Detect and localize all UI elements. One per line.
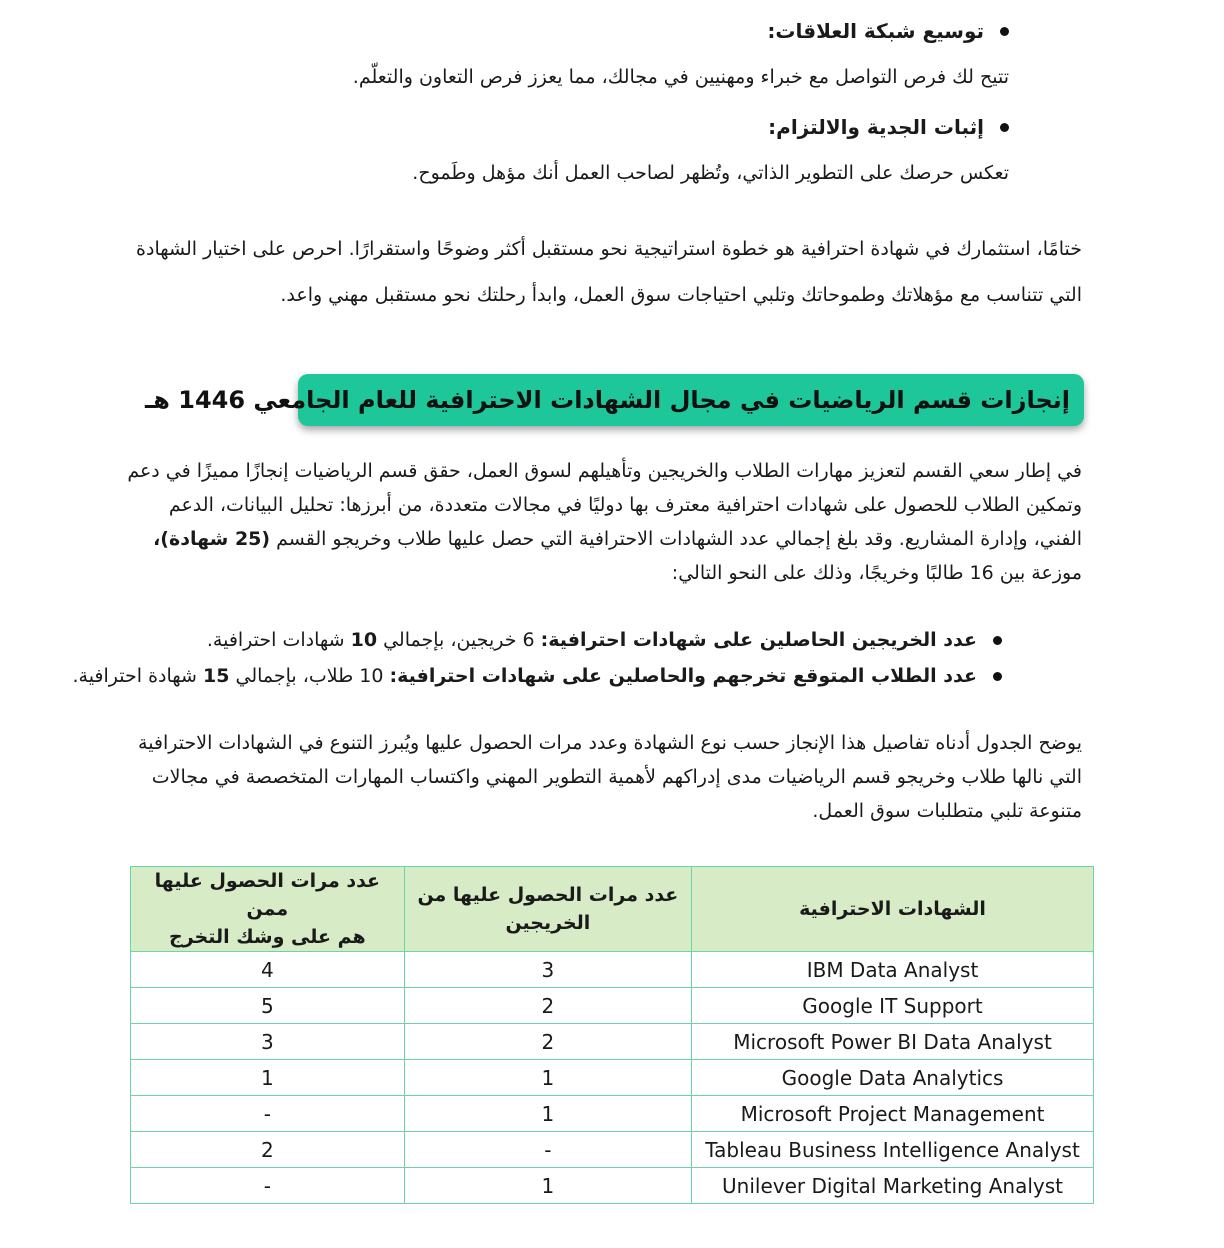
header-graduates (404, 867, 691, 952)
table-header-row (131, 867, 1094, 952)
cell-graduates: 1 (404, 1060, 691, 1096)
header-certificate-label: الشهادات الاحترافية (799, 898, 986, 920)
certificates-table (130, 866, 1094, 1204)
table-row (131, 1132, 1094, 1168)
bullet-dot-icon (1000, 27, 1009, 36)
intro-line: موزعة بين 16 طالبًا وخريجًا، وذلك على النحو التالي: (671, 562, 1082, 584)
bullet-networking (129, 16, 1009, 46)
cell-certificate: Unilever Digital Marketing Analyst (692, 1168, 1094, 1204)
cell-certificate: Microsoft Project Management (692, 1096, 1094, 1132)
table-row (131, 1168, 1094, 1204)
bullet-commitment (129, 112, 1009, 142)
cell-students: 4 (131, 952, 405, 988)
cell-students: 3 (131, 1024, 405, 1060)
header-certificate (692, 867, 1094, 952)
cell-graduates: 2 (404, 988, 691, 1024)
cell-graduates: 3 (404, 952, 691, 988)
bullet-networking-body (129, 62, 1009, 92)
bullet-dot-icon (1000, 123, 1009, 132)
header-students-line: هم على وشك التخرج (169, 926, 366, 948)
stat-value: 10 طلاب، بإجمالي (229, 665, 390, 687)
cell-students: 2 (131, 1132, 405, 1168)
table-intro-line: التي نالها طلاب وخريجو قسم الرياضيات مدى إدراكهم لأهمية التطوير المهني واكتساب المهارات المتخصصة في مجالات (151, 766, 1082, 788)
table-row (131, 952, 1094, 988)
cell-certificate: Microsoft Power BI Data Analyst (692, 1024, 1094, 1060)
list-item (72, 658, 1002, 694)
list-item (142, 622, 1002, 658)
conclusion-paragraph (137, 234, 1082, 310)
table-row (131, 1060, 1094, 1096)
table-row (131, 1096, 1094, 1132)
stat-value-end: شهادات احترافية. (206, 629, 351, 651)
intro-paragraph (127, 454, 1082, 590)
section-title-banner (145, 374, 1084, 426)
cell-students: 5 (131, 988, 405, 1024)
section-title: إنجازات قسم الرياضيات في مجال الشهادات الاحترافية للعام الجامعي 1446 هـ (145, 386, 1070, 414)
stat-label: عدد الخريجين الحاصلين على شهادات احترافية: (540, 629, 977, 651)
cell-graduates: - (404, 1132, 691, 1168)
cell-certificate: Google Data Analytics (692, 1060, 1094, 1096)
stat-value-bold: 10 (350, 629, 378, 651)
bullet-heading (129, 112, 1009, 142)
header-students-line: عدد مرات الحصول عليها ممن (154, 870, 381, 920)
cell-graduates: 2 (404, 1024, 691, 1060)
header-graduates-line: عدد مرات الحصول عليها من (417, 884, 679, 906)
cell-certificate: IBM Data Analyst (692, 952, 1094, 988)
bullet-title: إثبات الجدية والالتزام: (768, 115, 984, 139)
bullet-dot-icon (993, 672, 1002, 681)
conclusion-line: ختامًا، استثمارك في شهادة احترافية هو خطوة استراتيجية نحو مستقبل أكثر وضوحًا واستقرارًا. احرص على اختيار الشهادة (136, 238, 1082, 260)
cell-certificate: Tableau Business Intelligence Analyst (692, 1132, 1094, 1168)
table-row (131, 988, 1094, 1024)
bullet-heading (129, 16, 1009, 46)
intro-total-bold: (25 شهادة)، (153, 528, 271, 550)
stat-value-end: شهادة احترافية. (72, 665, 203, 687)
cell-certificate: Google IT Support (692, 988, 1094, 1024)
cell-students: 1 (131, 1060, 405, 1096)
stats-list (72, 622, 1002, 694)
intro-line (137, 522, 1082, 556)
stat-value: 6 خريجين، بإجمالي (377, 629, 541, 651)
cell-students: - (131, 1096, 405, 1132)
stat-value-bold: 15 (203, 665, 230, 687)
cell-graduates: 1 (404, 1096, 691, 1132)
table-intro-line: يوضح الجدول أدناه تفاصيل هذا الإنجاز حسب نوع الشهادة وعدد مرات الحصول عليها ويُبرز التنوع في الشهادات الاحترافية (138, 732, 1082, 754)
bullet-text: تتيح لك فرص التواصل مع خبراء ومهنيين في مجالك، مما يعزز فرص التعاون والتعلّم. (352, 66, 1009, 88)
cell-students: - (131, 1168, 405, 1204)
table-row (131, 1024, 1094, 1060)
intro-text: الفني، وإدارة المشاريع. وقد بلغ إجمالي عدد الشهادات الاحترافية التي حصل عليها طلاب وخريجو القسم (270, 528, 1082, 550)
cell-graduates: 1 (404, 1168, 691, 1204)
intro-line: في إطار سعي القسم لتعزيز مهارات الطلاب والخريجين وتأهيلهم لسوق العمل، حقق قسم الرياضيات إنجازًا مميزًا في دعم (127, 460, 1082, 482)
intro-line: وتمكين الطلاب للحصول على شهادات احترافية معترف بها دوليًا في مجالات متعددة، من أبرزها: تحليل البيانات، الدعم (168, 494, 1082, 516)
bullet-title: توسيع شبكة العلاقات: (767, 19, 984, 43)
header-graduates-line: الخريجين (505, 912, 591, 934)
bullet-commitment-body (129, 158, 1009, 188)
conclusion-line: التي تتناسب مع مؤهلاتك وطموحاتك وتلبي احتياجات سوق العمل، وابدأ رحلتك نحو مستقبل مهني واعد. (280, 284, 1082, 306)
table-intro-paragraph (137, 726, 1082, 828)
table-intro-line: متنوعة تلبي متطلبات سوق العمل. (812, 800, 1082, 822)
bullet-dot-icon (993, 636, 1002, 645)
header-students (131, 867, 405, 952)
bullet-text: تعكس حرصك على التطوير الذاتي، وتُظهر لصاحب العمل أنك مؤهل وطَموح. (412, 162, 1009, 184)
stat-label: عدد الطلاب المتوقع تخرجهم والحاصلين على شهادات احترافية: (389, 665, 977, 687)
